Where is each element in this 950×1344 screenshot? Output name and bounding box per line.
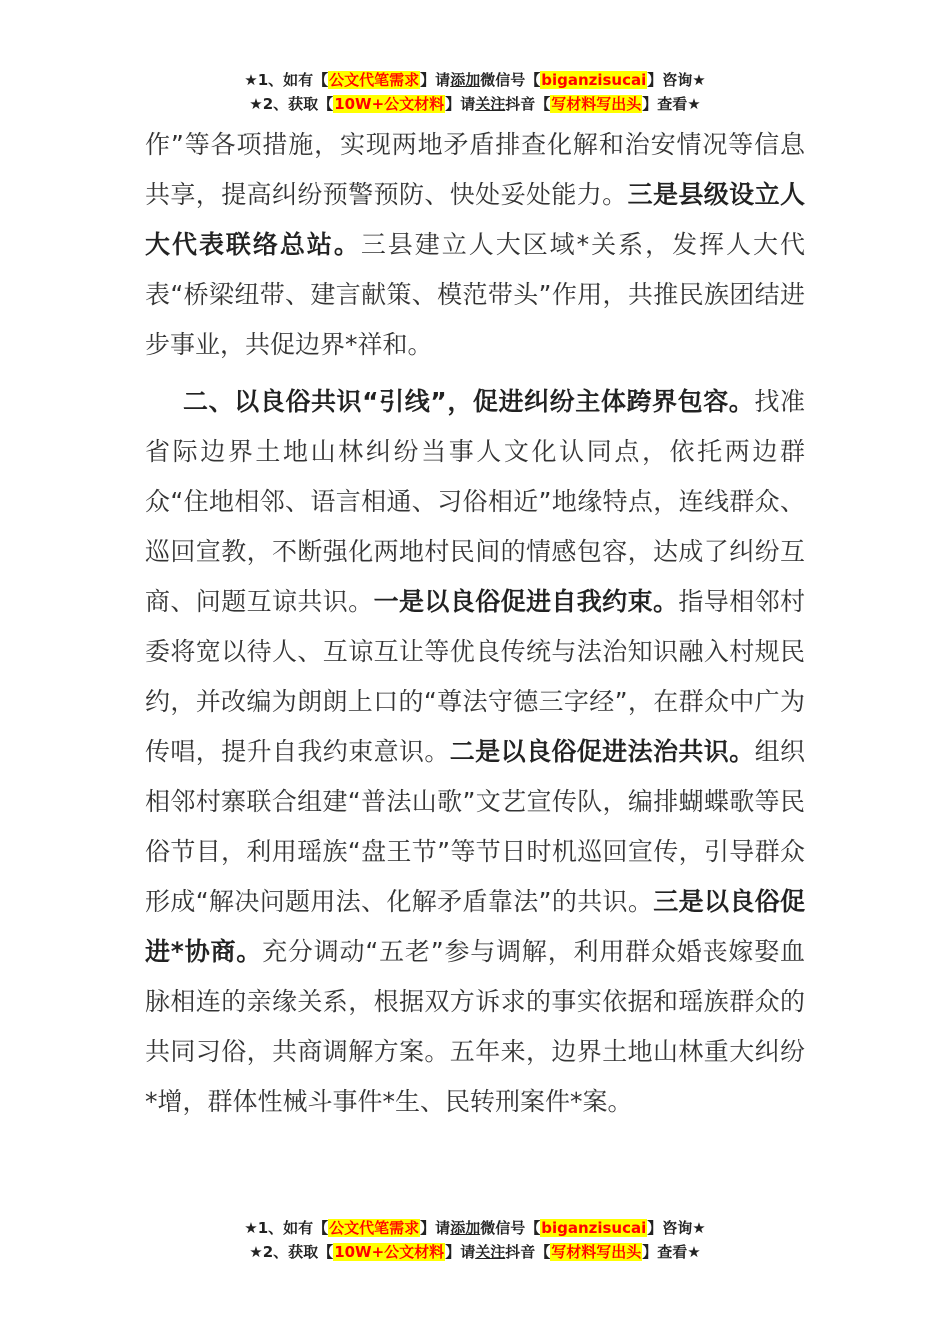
highlight-service: 公文代笔需求 [329,1219,420,1237]
bold-point-three: 三是以良俗促进*协商。 [145,887,805,966]
header-promo-banner [0,68,950,116]
highlight-wechat-id: biganzisucai [541,71,647,89]
paragraph-continuation: 作”等各项措施，实现两地矛盾排查化解和治安情况等信息共享，提高纠纷预警预防、快处妥处能力。三是县级设立人大代表联络总站。三县建立人大区域*关系，发挥人大代表“桥梁纽带、建言献策、模范带头”作用，共推民族团结进步事业，共促边界*祥和。 [145,130,805,359]
bold-point-two: 二是以良俗促进法治共识。 [449,737,755,766]
highlight-service: 公文代笔需求 [329,71,420,89]
highlight-materials: 10W+公文材料 [334,1243,445,1261]
highlight-materials: 10W+公文材料 [334,95,445,113]
highlight-douyin-account: 写材料写出头 [551,1243,642,1261]
promo-line-2: ★2、获取【10W+公文材料】请关注抖音【写材料写出头】查看★ [249,1243,701,1261]
paragraph-section-two: 二、以良俗共识“引线”，促进纠纷主体跨界包容。找准省际边界土地山林纠纷当事人文化认同点，依托两边群众“住地相邻、语言相通、习俗相近”地缘特点，连线群众、巡回宣教，不断强化两地村民间的情感包容，达成了纠纷互商、问题互谅共识。一是以良俗促进自我约束。指导相邻村委将宽以待人、互谅互让等优良传统与法治知识融入村规民约，并改编为朗朗上口的“尊法守德三字经”，在群众中广为传唱，提升自我约束意识。二是以良俗促进法治共识。组织相邻村寨联合组建“普法山歌”文艺宣传队，编排蝴蝶歌等民俗节目，利用瑶族“盘王节”等节日时机巡回宣传，引导群众形成“解决问题用法、化解矛盾靠法”的共识。三是以良俗促进*协商。充分调动“五老”参与调解，利用群众婚丧嫁娶血脉相连的亲缘关系，根据双方诉求的事实依据和瑶族群众的共同习俗，共商调解方案。五年来，边界土地山林重大纠纷*增，群体性械斗事件*生、民转刑案件*案。 [145,387,806,1116]
promo-line-2: ★2、获取【10W+公文材料】请关注抖音【写材料写出头】查看★ [249,95,701,113]
highlight-douyin-account: 写材料写出头 [551,95,642,113]
section-heading: 二、以良俗共识“引线”，促进纠纷主体跨界包容。 [183,387,755,416]
bold-point-one: 一是以良俗促进自我约束。 [373,587,679,616]
footer-promo-banner [0,1216,950,1264]
promo-line-1: ★1、如有【公文代笔需求】请添加微信号【biganzisucai】咨询★ [244,1219,706,1237]
promo-line-1: ★1、如有【公文代笔需求】请添加微信号【biganzisucai】咨询★ [244,71,706,89]
bold-point-three: 三是县级设立人大代表联络总站。 [145,180,805,259]
highlight-wechat-id: biganzisucai [541,1219,647,1237]
